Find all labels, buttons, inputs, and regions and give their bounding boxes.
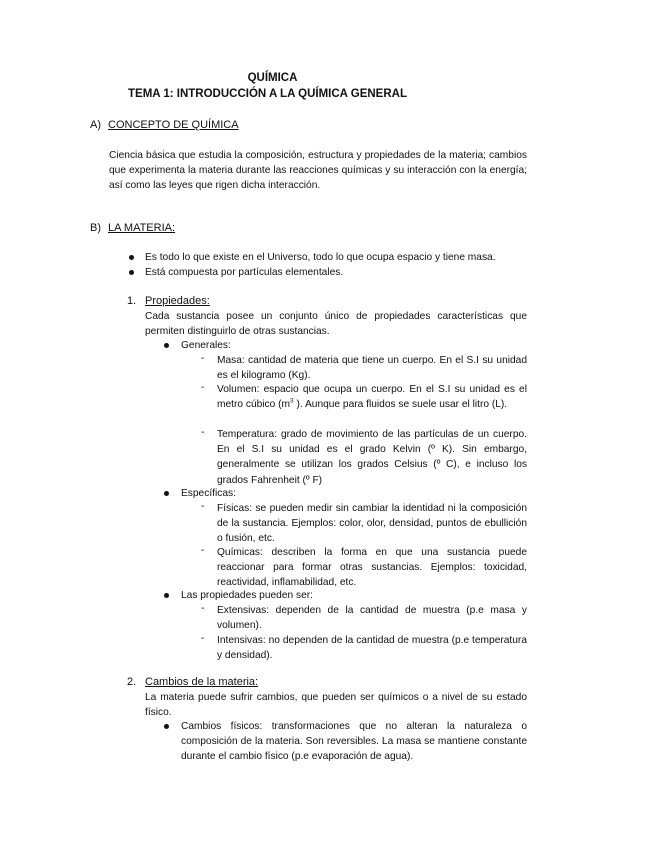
propiedades-number: 1. — [127, 295, 137, 307]
document-title: QUÍMICA — [247, 72, 298, 84]
dash-marker: - — [201, 633, 205, 644]
document-subtitle: TEMA 1: INTRODUCCIÓN A LA QUÍMICA GENERAL — [128, 88, 407, 100]
quimicas-item: Químicas: describen la forma en que una sustancia puede reaccionar para formar otras sustancias. Ejemplos: toxicidad, reactividad, inflamabilidad, etc. — [217, 547, 527, 589]
intensivas-item: Intensivas: no dependen de la cantidad de muestra (p.e temperatura y densidad). — [217, 635, 527, 662]
propiedades-intro: Cada sustancia posee un conjunto único de propiedades características que permiten distinguirlo de otras sustancias. — [145, 311, 527, 338]
section-b-letter: B) — [90, 222, 101, 234]
volumen-superscript: 3 — [290, 397, 294, 405]
bullet-icon — [164, 593, 169, 598]
volumen-item — [217, 382, 527, 412]
materia-bullet: Es todo lo que existe en el Universo, todo lo que ocupa espacio y tiene masa. — [145, 252, 496, 263]
extensivas-item: Extensivas: dependen de la cantidad de muestra (p.e masa y volumen). — [217, 605, 527, 632]
volumen-text-a: Volumen: espacio que ocupa un cuerpo. En el S.I su unidad es el metro cúbico (m — [217, 384, 527, 411]
cambios-fisicos-item: Cambios físicos: transformaciones que no alteran la naturaleza o composición de la materia. Son reversibles. La masa se mantiene constante durante el cambio físico (p.e evaporación de agua). — [181, 721, 527, 763]
bullet-icon — [164, 343, 169, 348]
section-a-text: Ciencia básica que estudia la composición, estructura y propiedades de la materia; cambios que experimenta la materia durante las reacciones químicas y su interacción con la energía; así como las leyes que rigen dicha interacción. — [109, 150, 527, 192]
bullet-icon — [164, 491, 169, 496]
cambios-heading: Cambios de la materia: — [145, 676, 259, 688]
especificas-label: Específicas: — [181, 488, 236, 499]
fisicas-item: Físicas: se pueden medir sin cambiar la identidad ni la composición de la sustancia. Ejemplos: color, olor, densidad, puntos de ebullición o fusión, etc. — [217, 503, 527, 545]
dash-marker: - — [201, 501, 205, 512]
propiedades-heading: Propiedades: — [145, 295, 210, 307]
bullet-icon — [129, 270, 134, 275]
dash-marker: - — [201, 603, 205, 614]
temperatura-item: Temperatura: grado de movimiento de las partículas de un cuerpo. En el S.I su unidad es el grado Kelvin (º K). Sin embargo, generalmente se utilizan los grados Celsius (º C), e incluso los grados Fahrenheit (º F) — [217, 429, 527, 486]
dash-marker: - — [201, 545, 205, 556]
dash-marker: - — [201, 382, 205, 393]
generales-label: Generales: — [181, 340, 231, 351]
volumen-text-b: ). Aunque para fluidos se suele usar el litro (L). — [293, 399, 508, 411]
dash-marker: - — [201, 353, 205, 364]
materia-bullet: Está compuesta por partículas elementales. — [145, 267, 344, 278]
section-a-letter: A) — [90, 119, 101, 131]
masa-item: Masa: cantidad de materia que tiene un cuerpo. En el S.I su unidad es el kilogramo (Kg). — [217, 355, 527, 382]
cambios-number: 2. — [127, 676, 137, 688]
section-b-heading: LA MATERIA: — [108, 222, 176, 234]
bullet-icon — [129, 255, 134, 260]
section-a-heading: CONCEPTO DE QUÍMICA — [108, 119, 239, 131]
dash-marker: - — [201, 427, 205, 438]
pueden-ser-label: Las propiedades pueden ser: — [181, 590, 313, 601]
cambios-intro: La materia puede sufrir cambios, que pueden ser químicos o a nivel de su estado físico. — [145, 692, 527, 719]
bullet-icon — [164, 724, 169, 729]
